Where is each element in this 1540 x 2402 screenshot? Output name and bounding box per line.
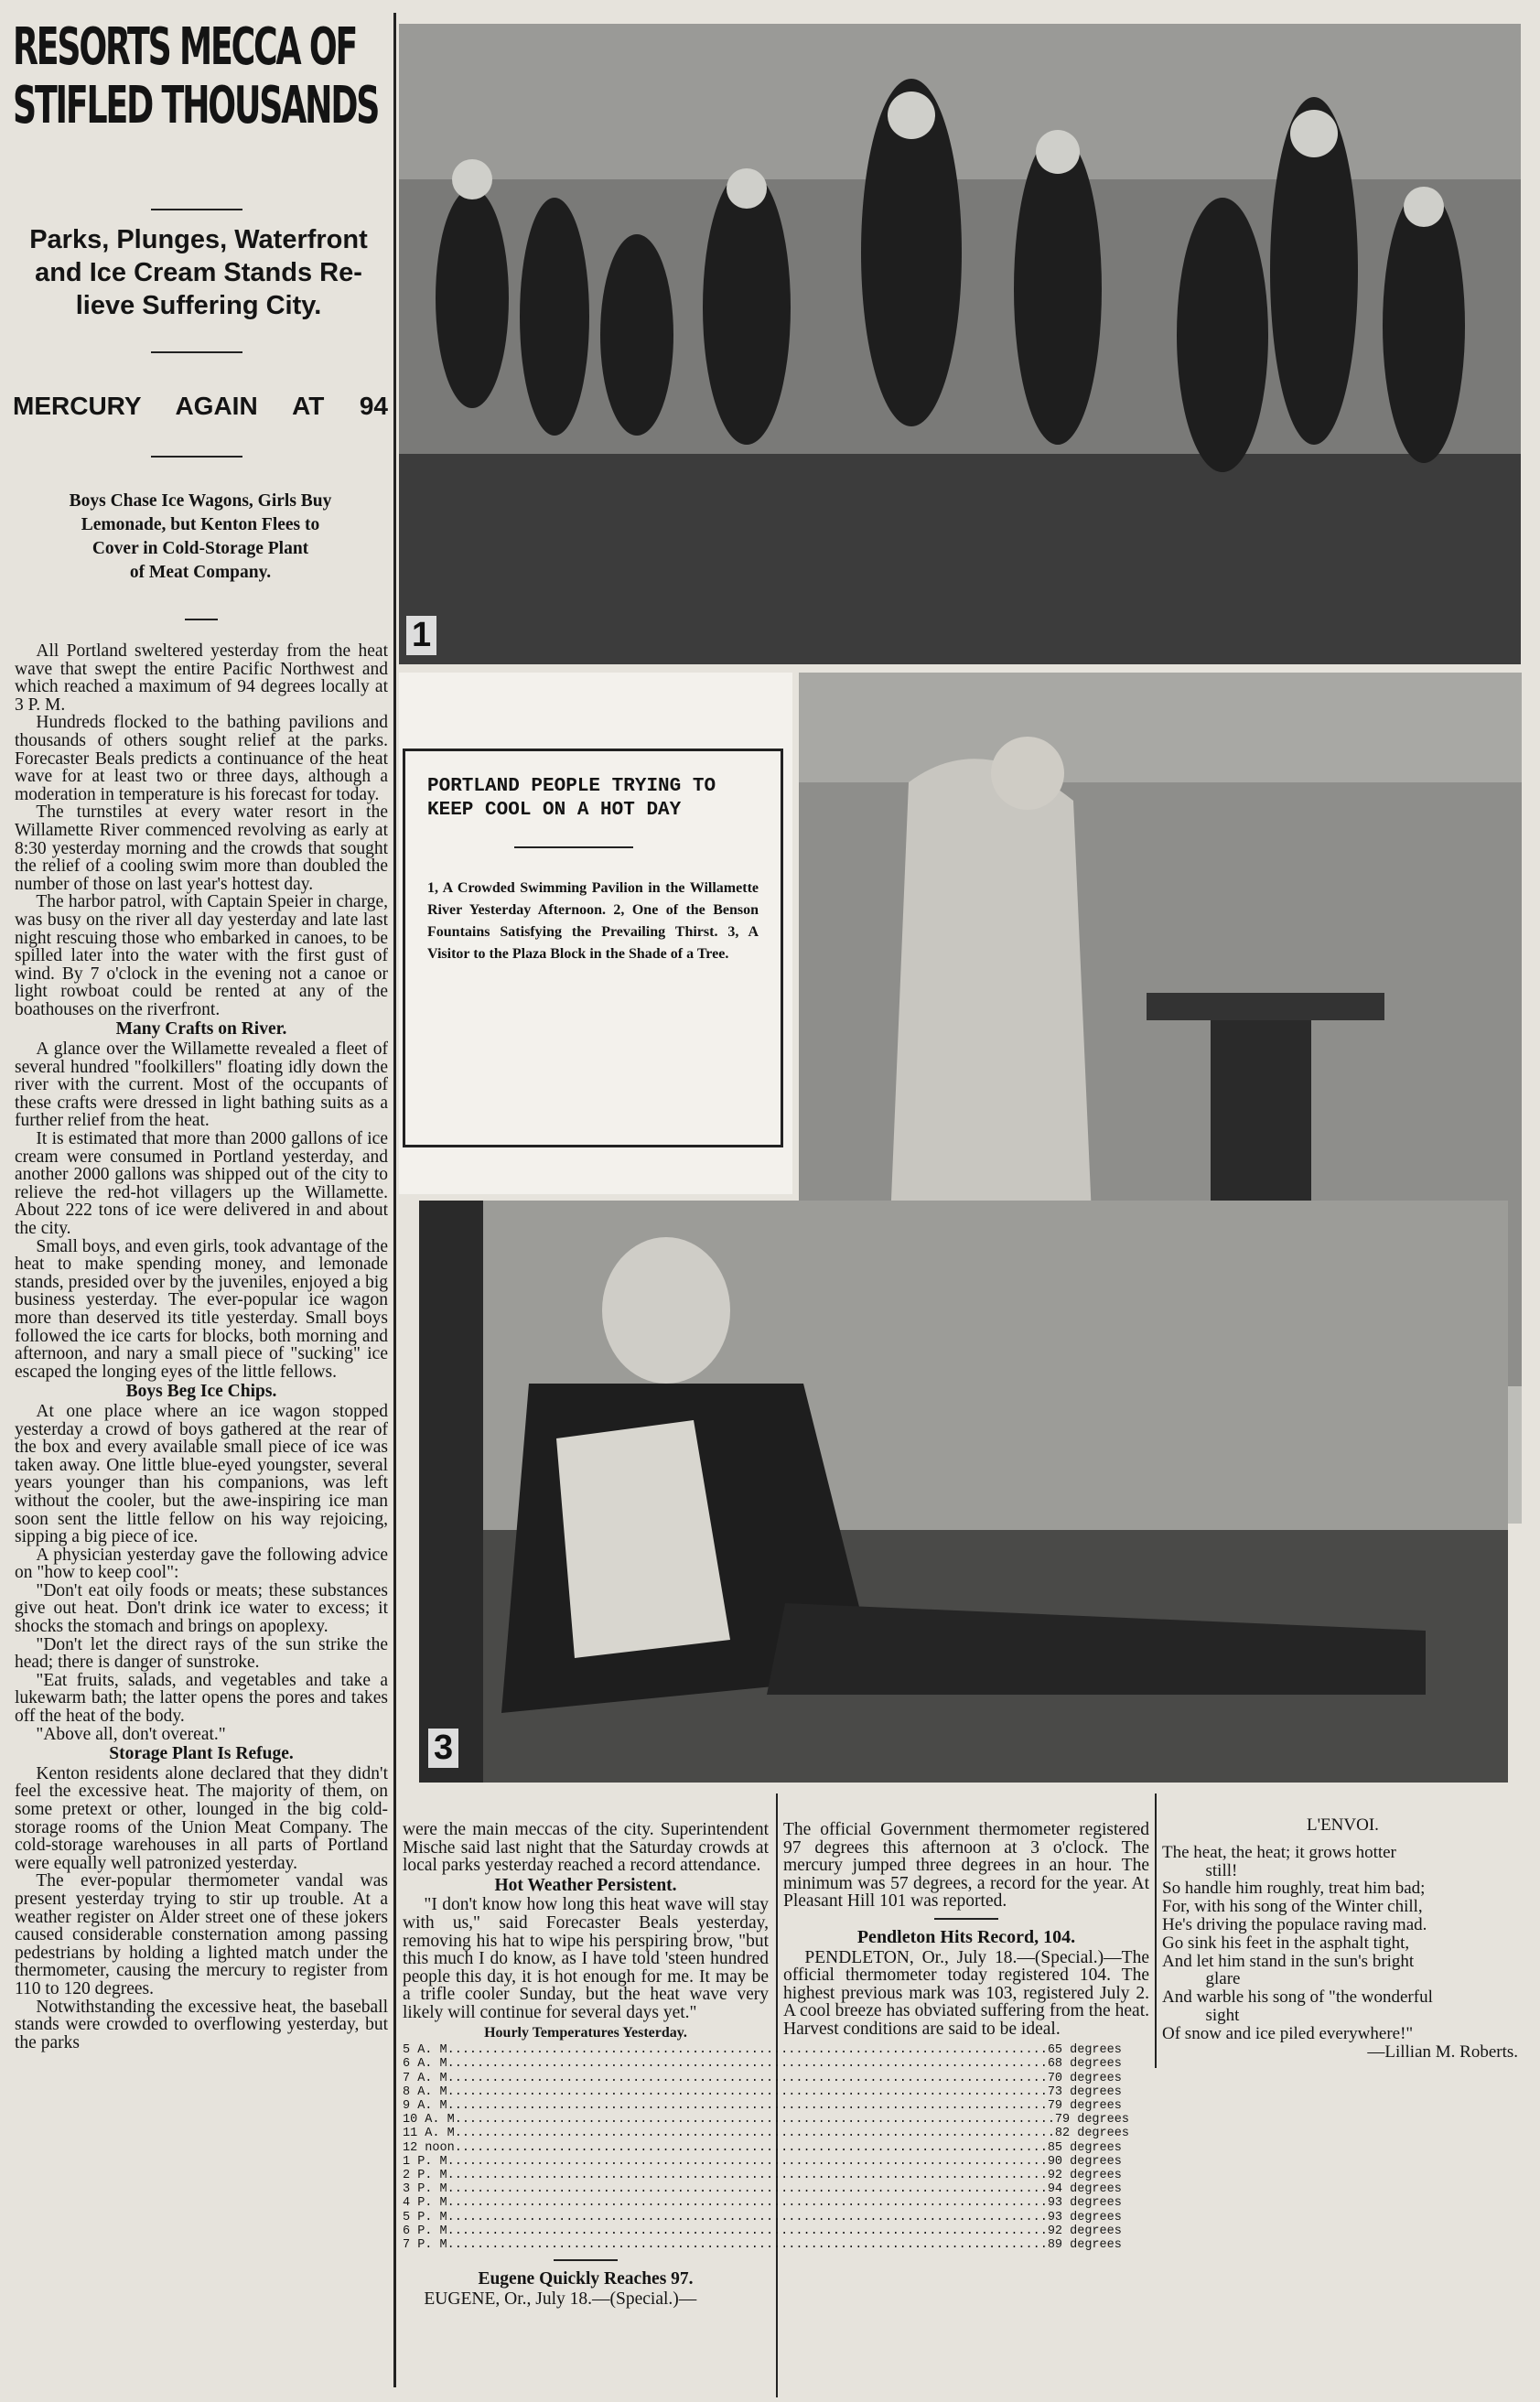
headline — [13, 17, 397, 135]
poem-title: L'ENVOI. — [1307, 1815, 1379, 1835]
temp-hour: 7 P. M. — [403, 2237, 455, 2252]
headline-line-2: STIFLED THOUSANDS — [13, 76, 379, 135]
table-row — [403, 2057, 1122, 2072]
temp-value: 93 degrees — [1047, 2210, 1122, 2224]
leader-dots: ................................................................................ — [454, 2210, 1048, 2224]
photo-number: 1 — [406, 616, 436, 655]
leader-dots: ................................................................................ — [454, 2154, 1048, 2169]
temp-hour: 4 P. M. — [403, 2196, 455, 2211]
poem-line: So handle him roughly, treat him bad; — [1162, 1879, 1426, 1899]
leader-dots: ................................................................................ — [454, 2084, 1048, 2099]
swimmers-photo-icon — [399, 24, 1521, 664]
poem-line: Go sink his feet in the asphalt tight, — [1162, 1933, 1410, 1953]
table-row — [403, 2084, 1122, 2099]
temp-hour: 9 A. M. — [403, 2098, 455, 2113]
table-row — [403, 2140, 1122, 2155]
temp-hour: 12 noon — [403, 2140, 455, 2155]
photo-swimming-pavilion — [399, 24, 1521, 664]
leader-dots: ................................................................................ — [454, 2071, 1048, 2085]
leader-dots: ................................................................................ — [454, 2182, 1048, 2197]
temp-value: 82 degrees — [1054, 2127, 1129, 2141]
table-row — [403, 2237, 1122, 2252]
leader-dots: ................................................................................ — [454, 2196, 1048, 2211]
temp-hour: 5 P. M. — [403, 2210, 455, 2224]
table-row — [403, 2043, 1122, 2058]
deck-1: Parks, Plunges, Waterfront and Ice Cream Stands Re- lieve Suffering City. — [29, 225, 368, 320]
temp-hour: 7 A. M. — [403, 2071, 455, 2085]
subhead: Hot Weather Persistent. — [494, 1875, 677, 1895]
leader-dots: ................................................................................ — [454, 2043, 1048, 2058]
table-row — [403, 2154, 1122, 2169]
divider — [185, 619, 218, 620]
subhead: Eugene Quickly Reaches 97. — [478, 2269, 694, 2289]
leader-dots: ................................................................................ — [454, 2224, 1048, 2238]
headline-line-1: RESORTS MECCA OF — [13, 17, 357, 77]
article-column-3: The official Government thermometer registered 97 degrees this afternoon at 3 o'clock. The mercury jumped three degrees in an hour. The minimum was 57 degrees, a record for the year. At Pleasant Hill 101 was reported. Pendleton Hits Record, 104. PENDLETON, Or., July 18.—(Special.)—The official thermometer today registered 104. The highest previous mark was 103, registered July 2. A cool breeze has obviated suffering from the heat. Harvest conditions are said to be ideal. — [783, 1820, 1149, 2039]
poem-author: —Lillian M. Roberts. — [1367, 2041, 1518, 2062]
poem — [1162, 1816, 1524, 2061]
photo-plaza-block — [419, 1201, 1508, 1783]
caption-title: PORTLAND PEOPLE TRYING TO KEEP COOL ON A HOT DAY — [427, 776, 716, 821]
temp-value: 79 degrees — [1054, 2113, 1129, 2127]
leader-dots: ................................................................................ — [461, 2113, 1055, 2127]
caption-box — [403, 749, 783, 1147]
column-rule — [393, 13, 396, 2387]
divider — [514, 846, 633, 848]
poem-line: Of snow and ice piled everywhere!" — [1162, 2023, 1414, 2043]
poem-line: sight — [1205, 2005, 1240, 2025]
subhead: Many Crafts on River. — [115, 1019, 287, 1039]
column-rule — [1155, 1793, 1157, 2068]
temp-value: 70 degrees — [1047, 2071, 1122, 2085]
temp-hour: 10 A. M. — [403, 2113, 462, 2127]
table-row — [403, 2113, 1129, 2127]
subhead: Pendleton Hits Record, 104. — [856, 1926, 1076, 1947]
temp-value: 92 degrees — [1047, 2168, 1122, 2182]
article-column-1: All Portland sweltered yesterday from the heat wave that swept the entire Pacific Northwest and which reached a maximum of 94 degrees locally at 3 P. M. Hundreds flocked to the bathing pavilions and thousands of others sought relief at the parks. Forecaster Beals predicts a continuance of the heat wave for at least two or three days, although a moderation in temperature is his forecast for today. The turnstiles at every water resort in the Willamette River commenced revolving as early at 8:30 yesterday morning and the crowds that sought the relief of a cooling swim more than doubled the number of those on last year's hottest day. The harbor patrol, with Captain Speier in charge, was busy on the river all day yesterday and late last night rescuing those who embarked in canoes, to be spilled later into the water with the first gust of wind. By 7 o'clock in the evening not a canoe or light rowboat could be rented at any of the boathouses on the riverfront. Many Crafts on River. A glance over the Willamette revealed a fleet of several hundred "foolkillers" floating idly down the river with the current. Most of the occupants of these crafts were dressed in light bathing suits as a further relief from the heat. It is estimated that more than 2000 gallons of ice cream were consumed in Portland yesterday, and another 2000 gallons was shipped out of the city to relieve the red-hot villagers up the Willamette. About 222 tons of ice were delivered in and about the city. Small boys, and even girls, took advantage of the heat to make spending money, and lemonade stands, presided over by the juveniles, enjoyed a big business yesterday. The ever-popular ice wagon more than deserved its title yesterday. Small boys followed the ice carts for blocks, both morning and afternoon, and nary a small piece of "sucking" ice escaped the longing eyes of the little fellows. Boys Beg Ice Chips. At one place where an ice wagon stopped yesterday a crowd of boys gathered at the rear of the box and every available small piece of ice was taken away. One little blue-eyed youngster, several years younger than his companions, was left without the cooler, but the awe-inspiring ice man soon sent the little fellow on his way rejoicing, sipping a big piece of ice. A physician yesterday gave the following advice on "how to keep cool": "Don't eat oily foods or meats; these substances give out heat. Don't drink ice water to excess; it shocks the stomach and brings on apoplexy. "Don't let the direct rays of the sun strike the head; there is danger of sunstroke. "Eat fruits, salads, and vegetables and take a lukewarm bath; the latter opens the pores and takes off the heat of the body. "Above all, don't overeat." Storage Plant Is Refuge. Kenton residents alone declared that they didn't feel the excessive heat. The majority of them, on some pretext or other, lounged in the big cold-storage rooms of the Union Meat Company. The cold-storage warehouses in all parts of Portland were equally well patronized yesterday. The ever-popular thermometer vandal was present yesterday trying to stir up trouble. At a weather register on Alder street one of these jokers caused considerable consternation among passing pedestrians by holding a lighted match under the thermometer, causing the mercury to register from 110 to 120 degrees. Notwithstanding the excessive heat, the baseball stands were crowded to overflowing yesterday, but the parks — [15, 641, 388, 2052]
dateline: EUGENE, Or., July 18.—(Special.)— — [424, 2289, 697, 2309]
poem-line: For, with his song of the Winter chill, — [1162, 1897, 1423, 1917]
poem-line: The heat, the heat; it grows hotter — [1162, 1842, 1396, 1862]
temp-value: 93 degrees — [1047, 2196, 1122, 2211]
leader-dots: ................................................................................ — [454, 2140, 1048, 2155]
leader-dots: ................................................................................ — [454, 2237, 1048, 2252]
article-column-2: were the main meccas of the city. Superintendent Mische said last night that the Saturday crowds at local parks yesterday reached a record attendance. Hot Weather Persistent. "I don't know how long this heat wave will stay with us," said Forecaster Beals yesterday, removing his hat to wipe his perspiring brow, "but this much I do know, as I have told 'steen hundred people this day, it is hot enough for me. It may be a trifle cooler Sunday, but the heat wave very likely will continue for several days yet." Hourly Temperatures Yesterday. 5 A. M. ................................................................................ 65 degrees 6 A. M. ................................................................................ 68 degrees 7 A. M. ................................................................................ 70 degrees 8 A. M. ................................................................................ 73 degrees 9 A. M. ................................................................................ 79 degrees 10 A. M. ................................................................................ 79 degrees 11 A. M. ................................................................................ 82 degrees 12 noon ................................................................................ 85 degrees 1 P. M. ................................................................................ 90 degrees 2 P. M. ................................................................................ 92 degrees 3 P. M. ................................................................................ 94 degrees 4 P. M. ................................................................................ 93 degrees 5 P. M. ................................................................................ 93 degrees 6 P. M. ................................................................................ 92 degrees 7 P. M. ................................................................................ 89 degrees Eugene Quickly Reaches 97. EUGENE, Or., July 18.—(Special.)— — [403, 1820, 1129, 2309]
divider — [554, 2259, 618, 2261]
table-row — [403, 2098, 1122, 2113]
temp-value: 68 degrees — [1047, 2057, 1122, 2072]
temp-hour: 11 A. M. — [403, 2127, 462, 2141]
temp-hour: 1 P. M. — [403, 2154, 455, 2169]
temp-value: 92 degrees — [1047, 2224, 1122, 2238]
man-under-tree-photo-icon — [419, 1201, 1508, 1783]
temp-value: 79 degrees — [1047, 2098, 1122, 2113]
temp-hour: 3 P. M. — [403, 2182, 455, 2197]
temp-value: 65 degrees — [1047, 2043, 1122, 2058]
poem-lines — [1162, 1844, 1524, 2043]
table-row — [403, 2210, 1122, 2224]
temp-value: 94 degrees — [1047, 2182, 1122, 2197]
divider — [151, 456, 242, 458]
table-row — [403, 2168, 1122, 2182]
poem-line: And warble his song of "the wonderful — [1162, 1987, 1433, 2008]
temp-hour: 8 A. M. — [403, 2084, 455, 2099]
leader-dots: ................................................................................ — [461, 2127, 1055, 2141]
temp-hour: 5 A. M. — [403, 2043, 455, 2058]
poem-line: glare — [1205, 1969, 1241, 1989]
divider — [151, 209, 242, 210]
caption-body: 1, A Crowded Swimming Pavilion in the Willamette River Yesterday Afternoon. 2, One of the Benson Fountains Satisfying the Prevailing Thirst. 3, A Visitor to the Plaza Block in the Shade of a Tree. — [427, 880, 759, 962]
leader-dots: ................................................................................ — [454, 2168, 1048, 2182]
subhead: Storage Plant Is Refuge. — [109, 1744, 294, 1764]
table-row — [403, 2071, 1122, 2085]
table-row — [403, 2196, 1122, 2211]
divider — [934, 1918, 998, 1920]
table-row — [403, 2182, 1122, 2197]
subhead: Boys Beg Ice Chips. — [125, 1382, 277, 1402]
temp-hour: 2 P. M. — [403, 2168, 455, 2182]
poem-line: He's driving the populace raving mad. — [1162, 1914, 1427, 1934]
poem-line: still! — [1205, 1860, 1238, 1880]
table-row — [403, 2224, 1122, 2238]
deck-3: Boys Chase Ice Wagons, Girls Buy Lemonade, but Kenton Flees to Cover in Cold-Storage Plant of Meat Company. — [69, 491, 332, 582]
temp-value: 90 degrees — [1047, 2154, 1122, 2169]
photo-number: 3 — [428, 1729, 458, 1768]
temp-hour: 6 A. M. — [403, 2057, 455, 2072]
leader-dots: ................................................................................ — [454, 2057, 1048, 2072]
table-row — [403, 2127, 1129, 2141]
leader-dots: ................................................................................ — [454, 2098, 1048, 2113]
temp-value: 85 degrees — [1047, 2140, 1122, 2155]
divider — [151, 351, 242, 353]
poem-line: And let him stand in the sun's bright — [1162, 1951, 1415, 1971]
temp-value: 89 degrees — [1047, 2237, 1122, 2252]
hourly-temperatures-table — [403, 2043, 1129, 2252]
temp-value: 73 degrees — [1047, 2084, 1122, 2099]
temp-hour: 6 P. M. — [403, 2224, 455, 2238]
temps-title: Hourly Temperatures Yesterday. — [484, 2024, 687, 2041]
deck-2: MERCURY AGAIN AT 94 — [13, 392, 388, 420]
